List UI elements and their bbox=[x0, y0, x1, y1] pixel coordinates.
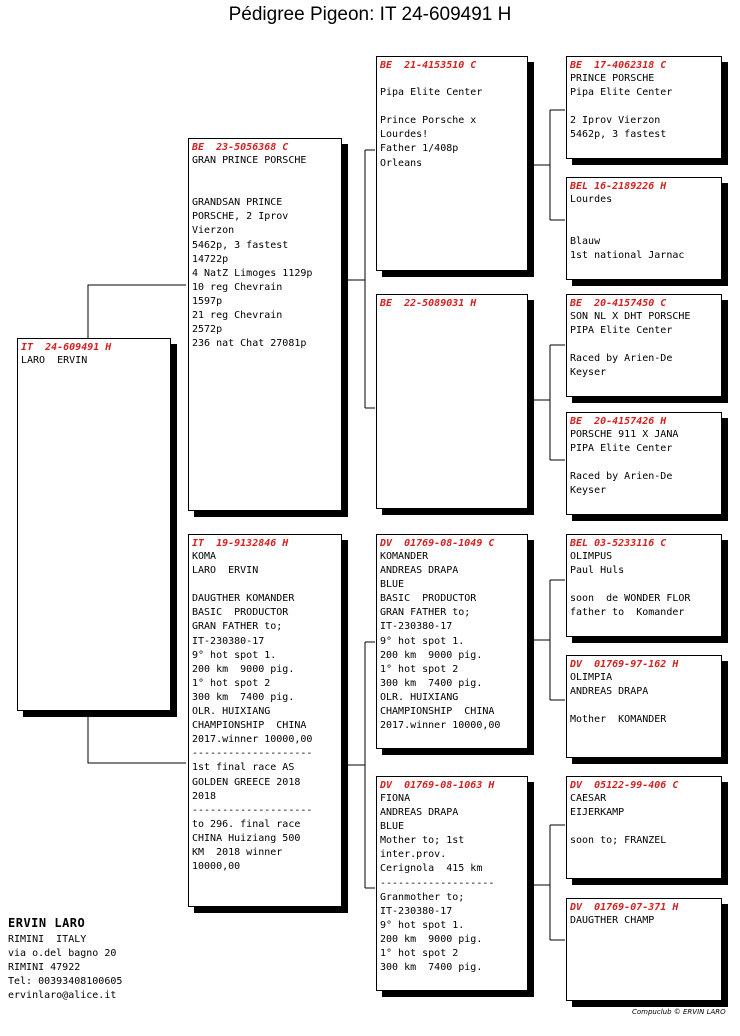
pigeon-card-gg6 bbox=[566, 655, 722, 758]
ring-number: BE 20-4157450 C bbox=[570, 298, 667, 309]
ring-number: IT 24-609491 H bbox=[21, 342, 112, 353]
ring-number: BEL 16-2189226 H bbox=[570, 181, 667, 192]
pigeon-card-sire-dam bbox=[376, 294, 528, 509]
pigeon-details: Lourdes Blauw 1st national Jarnac bbox=[570, 194, 685, 262]
pigeon-card-dam-dam bbox=[376, 776, 528, 991]
pigeon-card-gg7 bbox=[566, 776, 722, 879]
ring-number: BE 20-4157426 H bbox=[570, 416, 667, 427]
pigeon-details: PORSCHE 911 X JANA PIPA Elite Center Raced by Arien-De Keyser bbox=[570, 429, 679, 497]
pigeon-details: DAUGTHER CHAMP bbox=[570, 915, 655, 926]
owner-info bbox=[8, 915, 122, 1003]
pigeon-card-sire-sire bbox=[376, 56, 528, 271]
pigeon-details: PRINCE PORSCHE Pipa Elite Center 2 Iprov Vierzon 5462p, 3 fastest bbox=[570, 73, 673, 141]
pigeon-card-sire bbox=[188, 138, 342, 511]
pigeon-card-gg3 bbox=[566, 294, 722, 397]
pigeon-card-subject bbox=[17, 338, 171, 711]
pigeon-details: LARO ERVIN bbox=[21, 355, 88, 366]
ring-number: BE 22-5089031 H bbox=[380, 298, 477, 309]
pigeon-card-gg8 bbox=[566, 898, 722, 1001]
owner-name: ERVIN LARO bbox=[8, 916, 86, 930]
pigeon-card-gg2 bbox=[566, 177, 722, 280]
pigeon-details: OLIMPUS Paul Huls soon de WONDER FLOR father to Komander bbox=[570, 551, 691, 619]
pigeon-card-gg1 bbox=[566, 56, 722, 159]
ring-number: DV 01769-08-1049 C bbox=[380, 538, 495, 549]
pigeon-card-dam-sire bbox=[376, 534, 528, 749]
ring-number: BE 21-4153510 C bbox=[380, 60, 477, 71]
ring-number: IT 19-9132846 H bbox=[192, 538, 289, 549]
ring-number: DV 05122-99-406 C bbox=[570, 780, 679, 791]
pigeon-details: GRAN PRINCE PORSCHE GRANDSAN PRINCE PORSCHE, 2 Iprov Vierzon 5462p, 3 fastest 14722p 4 NatZ Limoges 1129p 10 reg Chevrain 1597p 21 reg Chevrain 2572p 236 nat Chat 27081p bbox=[192, 155, 313, 350]
footer-credit: Compuclub © ERVIN LARO bbox=[632, 1008, 726, 1016]
pigeon-card-gg4 bbox=[566, 412, 722, 515]
pigeon-card-gg5 bbox=[566, 534, 722, 637]
pigeon-details: OLIMPIA ANDREAS DRAPA Mother KOMANDER bbox=[570, 672, 667, 726]
ring-number: DV 01769-07-371 H bbox=[570, 902, 679, 913]
pigeon-details: KOMA LARO ERVIN DAUGTHER KOMANDER BASIC PRODUCTOR GRAN FATHER to; IT-230380-17 9° hot spot 1. 200 km 9000 pig. 1° hot spot 2 300 km 7400 pig. OLR. HUIXIANG CHAMPIONSHIP CHINA 2017.winner 10000,00 -------------------- 1st final race AS GOLDEN GREECE 2018 2018 -------------------- to 296. final race CHINA Huiziang 500 KM 2018 winner 10000,00 bbox=[192, 551, 313, 873]
pigeon-card-dam bbox=[188, 534, 342, 907]
pigeon-details: CAESAR EIJERKAMP soon to; FRANZEL bbox=[570, 793, 667, 847]
ring-number: BE 23-5056368 C bbox=[192, 142, 289, 153]
pigeon-details: FIONA ANDREAS DRAPA BLUE Mother to; 1st inter.prov. Cerignola 415 km ------------------- Granmother to; IT-230380-17 9° hot spot 1. 200 km 9000 pig. 1° hot spot 2 300 km 7400 pig. bbox=[380, 793, 495, 974]
ring-number: DV 01769-08-1063 H bbox=[380, 780, 495, 791]
pigeon-details: Pipa Elite Center Prince Porsche x Lourdes! Father 1/408p Orleans bbox=[380, 87, 483, 169]
ring-number: BE 17-4062318 C bbox=[570, 60, 667, 71]
pigeon-details: SON NL X DHT PORSCHE PIPA Elite Center Raced by Arien-De Keyser bbox=[570, 311, 691, 379]
page-title: Pédigree Pigeon: IT 24-609491 H bbox=[228, 4, 512, 25]
ring-number: DV 01769-97-162 H bbox=[570, 659, 679, 670]
pigeon-details: KOMANDER ANDREAS DRAPA BLUE BASIC PRODUCTOR GRAN FATHER to; IT-230380-17 9° hot spot 1. 200 km 9000 pig. 1° hot spot 2 300 km 7400 pig. OLR. HUIXIANG CHAMPIONSHIP CHINA 2017.winner 10000,00 bbox=[380, 551, 501, 732]
ring-number: BEL 03-5233116 C bbox=[570, 538, 667, 549]
owner-address: RIMINI ITALY via o.del bagno 20 RIMINI 47922 Tel: 00393408100605 ervinlaro@alice.it bbox=[8, 934, 123, 1001]
